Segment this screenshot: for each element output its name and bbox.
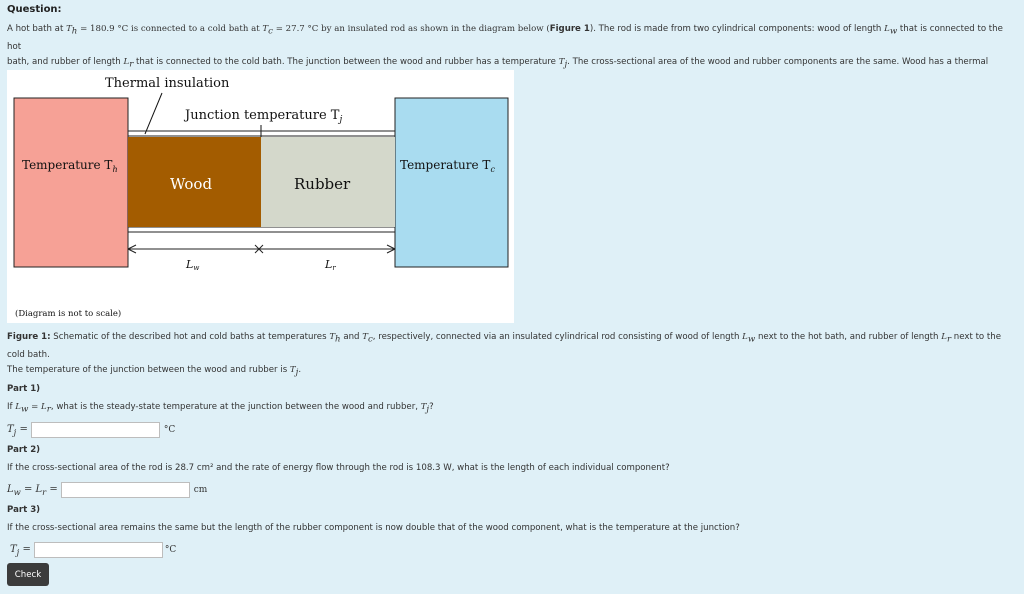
figure-caption — [7, 330, 1019, 380]
part-2-answer-lead: $L_w = L_r$ = — [7, 483, 58, 497]
thermal-insulation-label: Thermal insulation — [105, 76, 230, 91]
part-2-answer-input[interactable] — [61, 482, 190, 498]
figure-reference: Figure 1 — [549, 24, 590, 34]
hot-bath — [14, 98, 128, 267]
lr-dimension-label: Lr — [325, 258, 336, 272]
part-3-label: Part 3) — [7, 505, 41, 515]
check-button[interactable]: Check — [7, 563, 49, 586]
hot-bath-label: Temperature $T_h$ — [22, 158, 118, 174]
caption-line-2: The temperature of the junction between the wood and rubber is $T_j$. — [7, 364, 302, 378]
part-2-label: Part 2) — [7, 445, 41, 455]
part-3-question: If the cross-sectional area remains the same but the length of the rubber component is now double that of the wood component, what is the temperature at the junction? — [7, 523, 740, 533]
wood-label: Wood — [170, 175, 213, 193]
figure-1-diagram — [7, 70, 514, 323]
question-line-1: A hot bath at $T_h = 180.9$ °C is connected to a cold bath at $T_c = 27.7$ °C by an insulated rod as shown in the diagram below (Figure 1). The rod is made from two cylindrical components: wood of length $L_w$ that is connected to the hot — [7, 24, 1003, 52]
part-2-unit: cm — [193, 485, 208, 495]
diagram-scale-note: (Diagram is not to scale) — [15, 309, 122, 319]
part-2-answer-row — [7, 481, 207, 499]
question-line-2: bath, and rubber of length $L_r$ that is connected to the cold bath. The junction between the wood and rubber has a temperature $T_j$. The cross-sectional area of the wood and rubber components are the same. Wood has a thermal — [7, 56, 989, 70]
part-1-answer-lead: $T_j$ = — [7, 423, 28, 437]
part-1-unit: °C — [163, 425, 176, 435]
rubber-label: Rubber — [294, 175, 351, 193]
part-1-answer-row — [7, 421, 175, 439]
cold-bath — [395, 98, 508, 267]
part-1-question: If $L_w = L_r$, what is the steady-state temperature at the junction between the wood and rubber, $T_j$? — [7, 402, 434, 415]
junction-temperature-label: Junction temperature $T_j$ — [185, 108, 343, 125]
part-3-unit: °C — [164, 545, 177, 555]
lw-dimension-label: Lw — [186, 258, 200, 272]
part-3-answer-lead: $T_j$ = — [10, 543, 31, 557]
caption-line-1: Figure 1: Schematic of the described hot and cold baths at temperatures $T_h$ and $T_c$, respectively, connected via an insulated cylindrical rod consisting of wood of length $L_w$ next to the hot bath, and rubber of length $L_r$ next to the cold bath. — [7, 332, 1002, 360]
part-1-answer-input[interactable] — [31, 422, 160, 438]
cold-bath-label: Temperature $T_c$ — [400, 158, 495, 174]
part-1-label: Part 1) — [7, 384, 41, 394]
part-3-answer-input[interactable] — [34, 542, 163, 558]
insulation-pointer-line — [145, 93, 162, 134]
part-3-answer-row — [7, 541, 176, 559]
question-heading: Question: — [7, 4, 62, 15]
part-2-question: If the cross-sectional area of the rod is 28.7 cm² and the rate of energy flow through the rod is 108.3 W, what is the length of each individual component? — [7, 463, 670, 473]
